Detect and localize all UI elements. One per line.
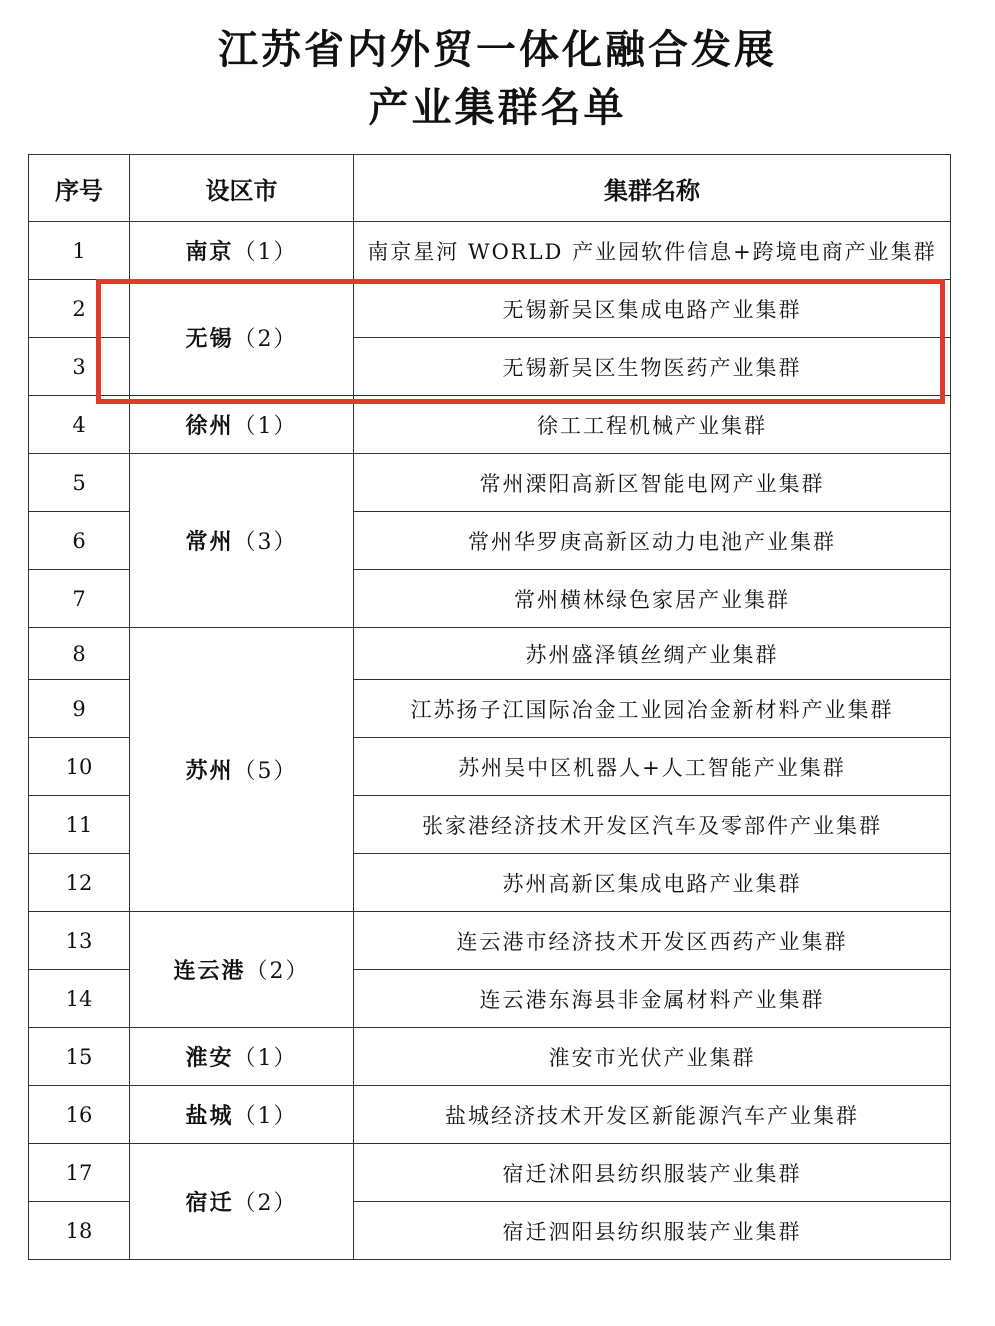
row-number: 5 bbox=[29, 454, 130, 512]
row-number: 12 bbox=[29, 854, 130, 912]
table-row bbox=[29, 396, 951, 454]
city-name: 苏州 bbox=[185, 759, 234, 784]
city-cluster-count: （5） bbox=[233, 759, 298, 784]
table-header-row bbox=[29, 155, 951, 222]
cluster-name: 苏州盛泽镇丝绸产业集群 bbox=[354, 628, 951, 680]
city-cell bbox=[130, 912, 354, 1028]
cluster-name: 苏州吴中区机器人+人工智能产业集群 bbox=[354, 738, 951, 796]
document-title-line-1: 江苏省内外贸一体化融合发展 bbox=[218, 27, 777, 73]
city-name: 淮安 bbox=[185, 1046, 234, 1071]
city-cluster-count: （2） bbox=[245, 959, 310, 984]
city-cluster-count: （2） bbox=[233, 1191, 298, 1216]
table-row bbox=[29, 912, 951, 970]
row-number: 16 bbox=[29, 1086, 130, 1144]
header-city: 设区市 bbox=[130, 155, 354, 222]
city-cluster-count: （2） bbox=[233, 327, 298, 352]
cluster-name: 江苏扬子江国际冶金工业园冶金新材料产业集群 bbox=[354, 680, 951, 738]
table-row bbox=[29, 1028, 951, 1086]
cluster-name: 宿迁泗阳县纺织服装产业集群 bbox=[354, 1202, 951, 1260]
city-cluster-count: （1） bbox=[233, 240, 298, 265]
cluster-name: 常州溧阳高新区智能电网产业集群 bbox=[354, 454, 951, 512]
row-number: 15 bbox=[29, 1028, 130, 1086]
row-number: 9 bbox=[29, 680, 130, 738]
city-name: 连云港 bbox=[173, 959, 246, 984]
city-name: 无锡 bbox=[185, 327, 234, 352]
table-row bbox=[29, 454, 951, 512]
document-title-line-2: 产业集群名单 bbox=[368, 85, 627, 131]
city-cell bbox=[130, 222, 354, 280]
header-number: 序号 bbox=[29, 155, 130, 222]
row-number: 3 bbox=[29, 338, 130, 396]
table-row bbox=[29, 1086, 951, 1144]
row-number: 2 bbox=[29, 280, 130, 338]
city-name: 盐城 bbox=[185, 1104, 234, 1129]
header-cluster-name: 集群名称 bbox=[354, 155, 951, 222]
table-row bbox=[29, 222, 951, 280]
city-name: 南京 bbox=[185, 240, 234, 265]
cluster-name: 常州横林绿色家居产业集群 bbox=[354, 570, 951, 628]
city-cluster-count: （1） bbox=[233, 1046, 298, 1071]
cluster-name: 淮安市光伏产业集群 bbox=[354, 1028, 951, 1086]
row-number: 17 bbox=[29, 1144, 130, 1202]
city-cluster-count: （1） bbox=[233, 1104, 298, 1129]
row-number: 13 bbox=[29, 912, 130, 970]
city-cell bbox=[130, 396, 354, 454]
cluster-name: 盐城经济技术开发区新能源汽车产业集群 bbox=[354, 1086, 951, 1144]
city-cluster-count: （1） bbox=[233, 414, 298, 439]
cluster-name: 无锡新吴区生物医药产业集群 bbox=[354, 338, 951, 396]
cluster-name: 南京星河 WORLD 产业园软件信息+跨境电商产业集群 bbox=[354, 222, 951, 280]
city-cell bbox=[130, 454, 354, 628]
city-name: 常州 bbox=[185, 530, 234, 555]
row-number: 1 bbox=[29, 222, 130, 280]
row-number: 11 bbox=[29, 796, 130, 854]
row-number: 7 bbox=[29, 570, 130, 628]
city-cell bbox=[130, 628, 354, 912]
row-number: 6 bbox=[29, 512, 130, 570]
cluster-name: 连云港市经济技术开发区西药产业集群 bbox=[354, 912, 951, 970]
cluster-name: 无锡新吴区集成电路产业集群 bbox=[354, 280, 951, 338]
city-cell bbox=[130, 1028, 354, 1086]
table-row bbox=[29, 1144, 951, 1202]
cluster-name: 徐工工程机械产业集群 bbox=[354, 396, 951, 454]
row-number: 4 bbox=[29, 396, 130, 454]
highlight-box bbox=[96, 279, 945, 404]
row-number: 8 bbox=[29, 628, 130, 680]
city-cell bbox=[130, 1144, 354, 1260]
row-number: 14 bbox=[29, 970, 130, 1028]
cluster-name: 张家港经济技术开发区汽车及零部件产业集群 bbox=[354, 796, 951, 854]
city-cluster-count: （3） bbox=[233, 530, 298, 555]
city-name: 徐州 bbox=[185, 414, 234, 439]
city-name: 宿迁 bbox=[185, 1191, 234, 1216]
cluster-name: 苏州高新区集成电路产业集群 bbox=[354, 854, 951, 912]
table-row bbox=[29, 628, 951, 680]
row-number: 10 bbox=[29, 738, 130, 796]
cluster-name: 常州华罗庚高新区动力电池产业集群 bbox=[354, 512, 951, 570]
cluster-name: 宿迁沭阳县纺织服装产业集群 bbox=[354, 1144, 951, 1202]
row-number: 18 bbox=[29, 1202, 130, 1260]
city-cell bbox=[130, 1086, 354, 1144]
cluster-name: 连云港东海县非金属材料产业集群 bbox=[354, 970, 951, 1028]
